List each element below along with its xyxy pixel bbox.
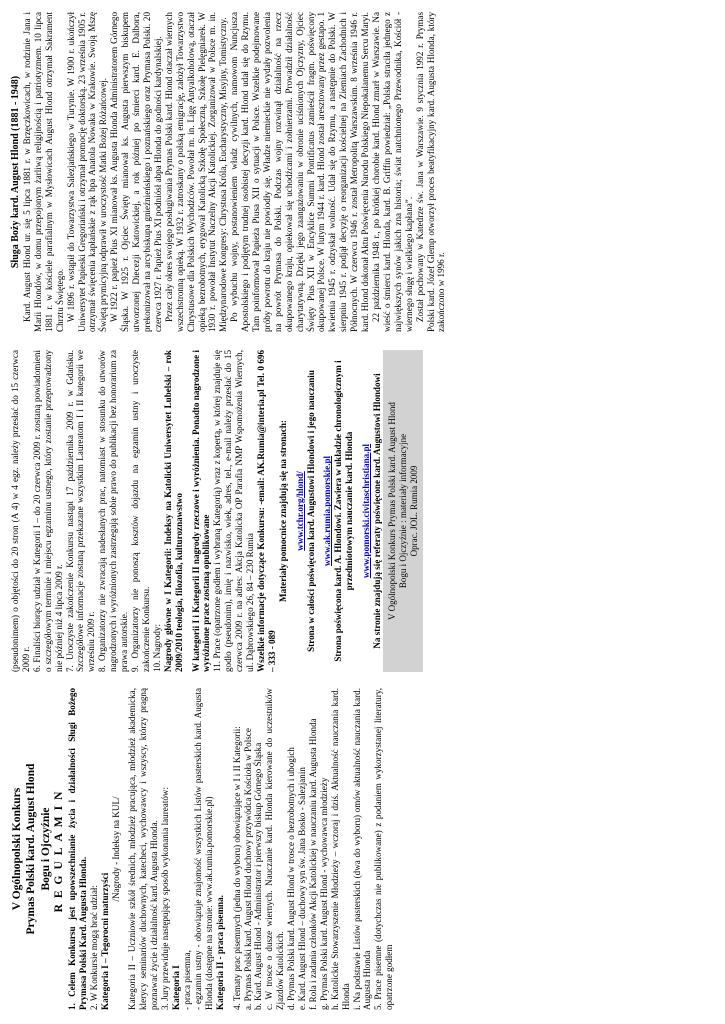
link-tchr[interactable]: www.tchr.org/hlond/: [294, 471, 305, 551]
resource-link-1: [295, 350, 317, 672]
materials-heading: Materiały pomocnice znajdują się na stronach:: [277, 420, 288, 602]
topic-d: d. Prymas Polski kard. August Hlond w trosce o bezrobotnych i ubogich: [286, 747, 297, 1010]
colophon-line2: Bogu i Ojczyźnie : materiały informacyjne: [397, 433, 408, 589]
bio-para-1: Kard. August Hlond ur. się 5 lipca 1881 r. w Brzęczkowicach, w rodzinie Jana i Marii Hlondów, w domu przepojonym żarliwą religijnością i patriotyzmem. 10 lipca 1881 r. w kościele parafialnym w Mysłowicach August Hlond otrzymał Sakrament Chrztu Świętego.: [22, 12, 65, 332]
main-prizes: Nagrody główne w I Kategorii: Indeksy na Katolicki Uniwersytet Lubelski – rok 2009/2010 teologia, filozofia, kulturoznawstwo: [162, 350, 184, 672]
category-1-prize: /Nagrody - Indeksy na KUL/: [110, 796, 121, 902]
link-ak-rumia-desc: Strona poświęcona kard. A. Hlondowi. Zawiera w układzie chronologicznym i przedmiotowym nauczanie kard. Hlonda: [333, 360, 355, 662]
bio-para-5: Po wybuchu wojny, postanowieniem władz cywilnych, namowom Nuncjusza Apostolskiego i podjętym trudnej osobistej decyzji kard. Hlond udał się do Rzymu. Tam poinformował Papieża Piusa XII o sytuacji w Polsce. Wszelkie podejmowane próby powrotu do kraju nie powiodły się. Władze niemieckie nie wydały pozwolenia na powrót Prymasa do Polski. Podczas wojny rozwinął działalność na rzecz okupowanego kraju, opiekował się uchodźcami i zołnierzami. Prowadził działalność charytatywną. Dzięki jego zaangażowaniu w obronie uciśnionych Ojczyzny, Ojciec Święty Pius XII w Encyklice Summi Pontificatus zamieścił fragm. poświęcony okupowanej Polsce. W lutym 1944 r. kard. Hlond został aresztowany przez gestapo. 1 kwietnia 1945 r. odzyskał wolność. Udał się do Rzymu, a następnie do Polski. W sierpniu 1945 r. podjął decyzję o reorganizacji kościelnej na Ziemiach Zachodnich i Północnych. W czerwcu 1946 r. został Metropolitą Warszawskim. 8 września 1946 r. kard. Hlond dokonał Aktu Poświęcenia Narodu Polskiego Niepokalanemu Sercu Maryi.: [229, 12, 371, 332]
contest-title-line1: V Ogólnopolski Konkurs: [11, 787, 23, 911]
topic-c: c. W trosce o dusze wiernych. Nauczanie kard. Hlonda kierowane do uczestników Zjazdów Katolickich.: [264, 688, 286, 1010]
contest-title-line3: Bogu i Ojczyźnie: [39, 807, 52, 891]
contest-title-line2: Prymas Polski kard. August Hlond: [25, 763, 38, 935]
category-1-heading: Kategoria I – Tegorocni maturzyści: [99, 872, 110, 1010]
rule-3-oral: - egzamin ustny - obowiązuje znajomość wszystkich Listów pasterskich kard. Augusta Hlonda (dostępne na stronie: www.ak.rumia.pomorskie.pl): [192, 688, 214, 1010]
bio-para-4: Przez cały okres swojego posługiwania Prymas Polski kard. Hlond otaczał wiernych wszechstronną opieką. W 1932 r. zatroskany o polską emigrację, założył Towarzystwo Chrystusowe dla Polskich Wychodźców. Powołał m. in. Ligę Antyalkoholową, otaczał opieką bezrobotnych, erygował Katolicką Szkołę Społeczną, Szkołę Pielęgniarek. W 1930 r. powołał Instytut Naczelny Akcji Katolickiej. Zorganizował w Polsce m. in. Międzynarodowe Kongresy: Chrystusa Króla, Eucharystyczny, Misyjny, Tomistyczny.: [163, 12, 229, 332]
topic-i: i. Na podstawie Listów pasterskich (dwa do wyboru) omów aktualność nauczania kard. Augusta Hlonda: [351, 688, 373, 1010]
biography-title: Sługa Boży kard. August Hlond (1881 - 1948): [10, 75, 21, 269]
rule-2: 2. W Konkursie mogą brać udział:: [88, 885, 99, 1010]
bio-para-6: 22 października 1948 r., po krótkiej chorobie kard. Hlond zmarł w Warszawie. Na wieść o śmierci kard. Hlonda, kard. B. Griffin powiedział: „Polska straciła jednego z największych synów jakich zna historia; świat natchnionego Przewodnika, Kościół - wiernego sługę i wielkiego kapłana”.: [371, 12, 414, 332]
column-rules-2: [10, 350, 715, 672]
rule-8: 8. Organizatorzy nie zwracają nadesłanych prac, natomiast w stosunku do utworów nagrodzonych i wyróżnionych zastrzegają sobie prawo do publikacji bez honorarium za prawa autorskie.: [97, 350, 130, 672]
other-prizes: W kategorii I i Kategorii II nagrody rzeczowe i wyróżnienia. Ponadto nagrodzone i wyróżnione prace zostaną opublikowane: [190, 350, 212, 672]
topic-f: f. Rola i zadania członków Akcji Katolickiej w nauczaniu kard. Augusta Hlonda: [307, 718, 318, 1010]
link-ak-rumia[interactable]: www.ak.rumia.pomorskie.pl: [322, 455, 333, 567]
column-rules-1: [10, 688, 715, 1010]
colophon-line1: V Ogólnopolski Konkurs Prymas Polski kard. August Hlond: [387, 402, 397, 620]
bio-para-3: W 1922 r. papież Pius XI mianował ks. Augusta Hlonda Administratorem Górnego Śląska. W 1925 r. Ojciec Święty mianował ks. Augusta pierwszym biskupem utworzonej Diecezji Katowickiej, a rok później po śmierci kard. E. Dalbora, prekonizował na arcybiskupa gnieźnieńskiego i poznańskiego oraz Prymasa Polski. 20 czerwca 1927 r. Papież Pius XI podniósł abpa Hlonda do godności kardynalskiej.: [109, 12, 163, 332]
rule-11: 11. Prace (opatrzone godłem i wybraną Kategorią) wraz z kopertą, w której znajduje się godło (pseudonim), imię i nazwisko, wiek, adres, tel., e-mail należy przesłać do 15 czerwca 2009 r. na adres: Akcja Katolicka OP Parafia NMP Wspomożenia Wiernych, ul. Dąbrowskiego 26, 84 – 230 Rumia: [212, 350, 256, 672]
bio-para-2: W 1896 r. wstąpił do Towarzystwa Salezjańskiego w Turynie. W 1900 r. ukończył Uniwersytet Papieski Gregoriański i otrzymał promocję doktorską. 23 września 1905 r. otrzymał święcenia kapłańskie z rąk bpa Anatola Nowaka w Krakowie. Swoją Mszę Świętą prymicyjną odprawił w uroczystość Matki Bożej Różańcowej.: [65, 12, 109, 332]
topic-b: b. Kard. August Hlond - Administrator i pierwszy biskup Górnego Śląska: [253, 742, 264, 1010]
link-tchr-desc: Strona w całości poświęcona kard. Augustowi Hlondowi i jego nauczaniu: [305, 370, 316, 652]
rule-3: 3. Jury przewiduje następujący sposób wykonania laureatów:: [160, 787, 171, 1010]
bio-para-7: Został pochowany w Katedrze św. Jana w Warszawie. 9 stycznia 1992 r. Prymas Polski kard. Józef Glemp otworzył proces beatyfikacyjny kard. Augusta Hlonda, który zakończono w 1996 r.: [414, 12, 447, 332]
link-civitas[interactable]: www.pomorski.civitaschristiana.pl: [361, 443, 372, 579]
column-biography: [10, 12, 715, 332]
colophon-box: [383, 350, 423, 672]
rule-3-cat2: Kategoria II - praca pisemna.: [214, 895, 225, 1010]
rule-3-cat1: Kategoria I: [171, 965, 182, 1010]
link-civitas-desc: Na stronie znajdują się referaty poświęcone kard. Augustowi Hlondowi: [372, 373, 383, 649]
topic-h: h. Katolickie Stowarzyszenie Młodzieży – wczoraj i dziś. Aktualność nauczania kard. Hlonda: [329, 688, 351, 1010]
topic-a: a. Prymas Polski kard. August Hlond duchowy przywódca Kościoła w Polsce: [242, 728, 253, 1010]
contact-info: Wszelkie informacje dotyczące Konkursu: -email: AK.Rumia@interia.pl Tel. 0 696 – 333 - 089: [255, 350, 277, 672]
topic-g: g. Prymas Polski kard. August Hlond - wychowawca młodzieży: [318, 777, 329, 1010]
resource-link-3: [361, 350, 383, 672]
rule-6: 6. Finaliści biorący udział w Kategorii I – do 20 czerwca 2009 r. zostaną powiadomieni o szczegółowym terminie i miejscu egzaminu ustnego, który zostanie przeprowadzony nie później niż 4 lipca 2009 r.: [31, 350, 64, 672]
rule-1: 1. Celem Konkursu jest upowszechnianie życia i działalności Sługi Bożego Prymasa Polski Kard. Augusta Hlonda.: [66, 688, 88, 1010]
rule-4: 4. Tematy prac pisemnych (jedna do wyboru) obowiązujące w I i II Kategorii:: [231, 726, 242, 1010]
rule-7: 7. Uroczyste zakończenie Konkursu nastąpi 17 października 2009 r. w Gdańsku. Szczegółowe informacje zostaną przekazane wszystkim Laureatom I i II kategorii we wrześniu 2009 r.: [64, 350, 97, 672]
rule-5-cont: (pseudonimem) o objętości do 20 stron (A 4) w 4 egz. należy przesłać do 15 czerwca 2009 r.: [10, 350, 31, 672]
rule-3-written: - praca pisemna,: [181, 950, 192, 1010]
category-2-desc: Kategoria II – Uczniowie szkół średnich, młodzież pracująca, młodzież akademicka, klerycy seminariów duchownych, katecheci, wychowawcy i wszyscy, którzy pragną poznawać życie i działalność kard. Augusta Hlonda.: [127, 688, 160, 1010]
colophon-line3: Oprac. JOL. Rumia 2009: [408, 465, 419, 557]
regulamin-heading: REGULAMIN: [53, 785, 66, 913]
rule-10: 10. Nagrody:: [151, 624, 162, 672]
rule-5: 5. Prace pisemne (dotychczas nie publikowane) z podaniem wykorzystanej literatury, opatrzone godłem: [373, 688, 395, 1010]
topic-e: e. Kard. August Hlond – duchowy syn św. Jana Bosko - Salezjanin: [297, 767, 308, 1010]
resource-link-2: [322, 350, 355, 672]
rule-9: 9. Organizatorzy nie ponoszą kosztów dojazdu na egzamin ustny i uroczyste zakończenie Konkursu.: [129, 350, 151, 672]
